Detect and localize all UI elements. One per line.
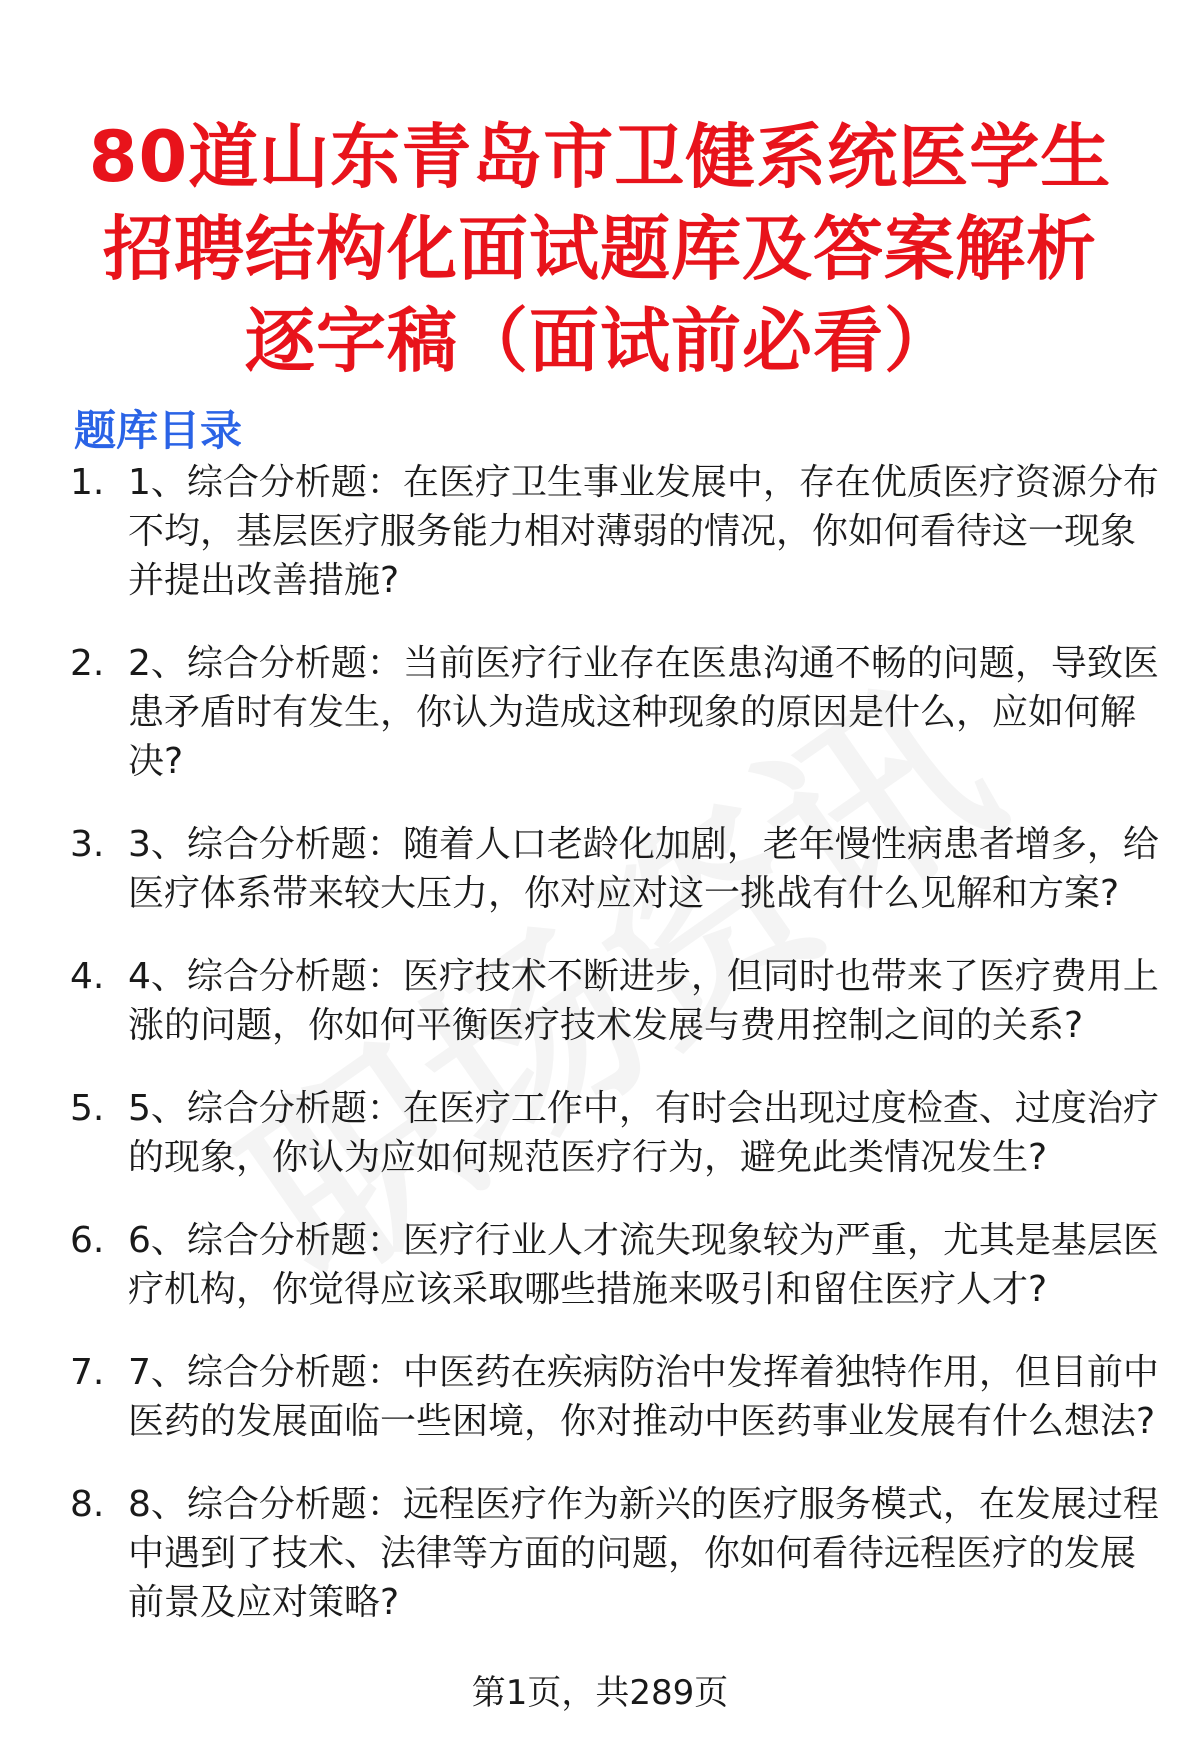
list-item[interactable] — [70, 1084, 1160, 1182]
list-item[interactable] — [70, 458, 1160, 605]
list-item-number: 3. — [70, 824, 105, 865]
list-item-text: 2、综合分析题：当前医疗行业存在医患沟通不畅的问题，导致医患矛盾时有发生，你认为造成这种现象的原因是什么，应如何解决? — [128, 643, 1159, 782]
list-item[interactable] — [70, 820, 1160, 918]
list-item-text: 5、综合分析题：在医疗工作中，有时会出现过度检查、过度治疗的现象，你认为应如何规范医疗行为，避免此类情况发生? — [128, 1088, 1159, 1178]
list-item-number: 2. — [70, 643, 105, 684]
toc-heading: 题库目录 — [74, 405, 243, 455]
list-item-text: 6、综合分析题：医疗行业人才流失现象较为严重，尤其是基层医疗机构，你觉得应该采取哪些措施来吸引和留住医疗人才? — [128, 1220, 1159, 1310]
list-item[interactable] — [70, 1348, 1160, 1446]
list-item-number: 8. — [70, 1484, 105, 1525]
list-item-text: 4、综合分析题：医疗技术不断进步，但同时也带来了医疗费用上涨的问题，你如何平衡医疗技术发展与费用控制之间的关系? — [128, 956, 1159, 1046]
list-item-number: 4. — [70, 956, 105, 997]
page-number: 第1页，共289页 — [471, 1673, 729, 1713]
page-title: 80道山东青岛市卫健系统医学生招聘结构化面试题库及答案解析逐字稿（面试前必看） — [88, 115, 1112, 382]
list-item-text: 1、综合分析题：在医疗卫生事业发展中，存在优质医疗资源分布不均，基层医疗服务能力相对薄弱的情况，你如何看待这一现象并提出改善措施? — [128, 462, 1159, 601]
list-item-number: 1. — [70, 462, 105, 503]
list-item-text: 8、综合分析题：远程医疗作为新兴的医疗服务模式，在发展过程中遇到了技术、法律等方面的问题，你如何看待远程医疗的发展前景及应对策略? — [128, 1484, 1159, 1623]
list-item[interactable] — [70, 952, 1160, 1050]
list-item[interactable] — [70, 1480, 1160, 1627]
list-item-text: 3、综合分析题：随着人口老龄化加剧，老年慢性病患者增多，给医疗体系带来较大压力，你对应对这一挑战有什么见解和方案? — [128, 824, 1159, 914]
list-item-number: 5. — [70, 1088, 105, 1129]
list-item-number: 6. — [70, 1220, 105, 1261]
toc-list — [70, 458, 1160, 1661]
list-item-text: 7、综合分析题：中医药在疾病防治中发挥着独特作用，但目前中医药的发展面临一些困境，你对推动中医药事业发展有什么想法? — [128, 1352, 1159, 1442]
list-item[interactable] — [70, 639, 1160, 786]
list-item[interactable] — [70, 1216, 1160, 1314]
list-item-number: 7. — [70, 1352, 105, 1393]
